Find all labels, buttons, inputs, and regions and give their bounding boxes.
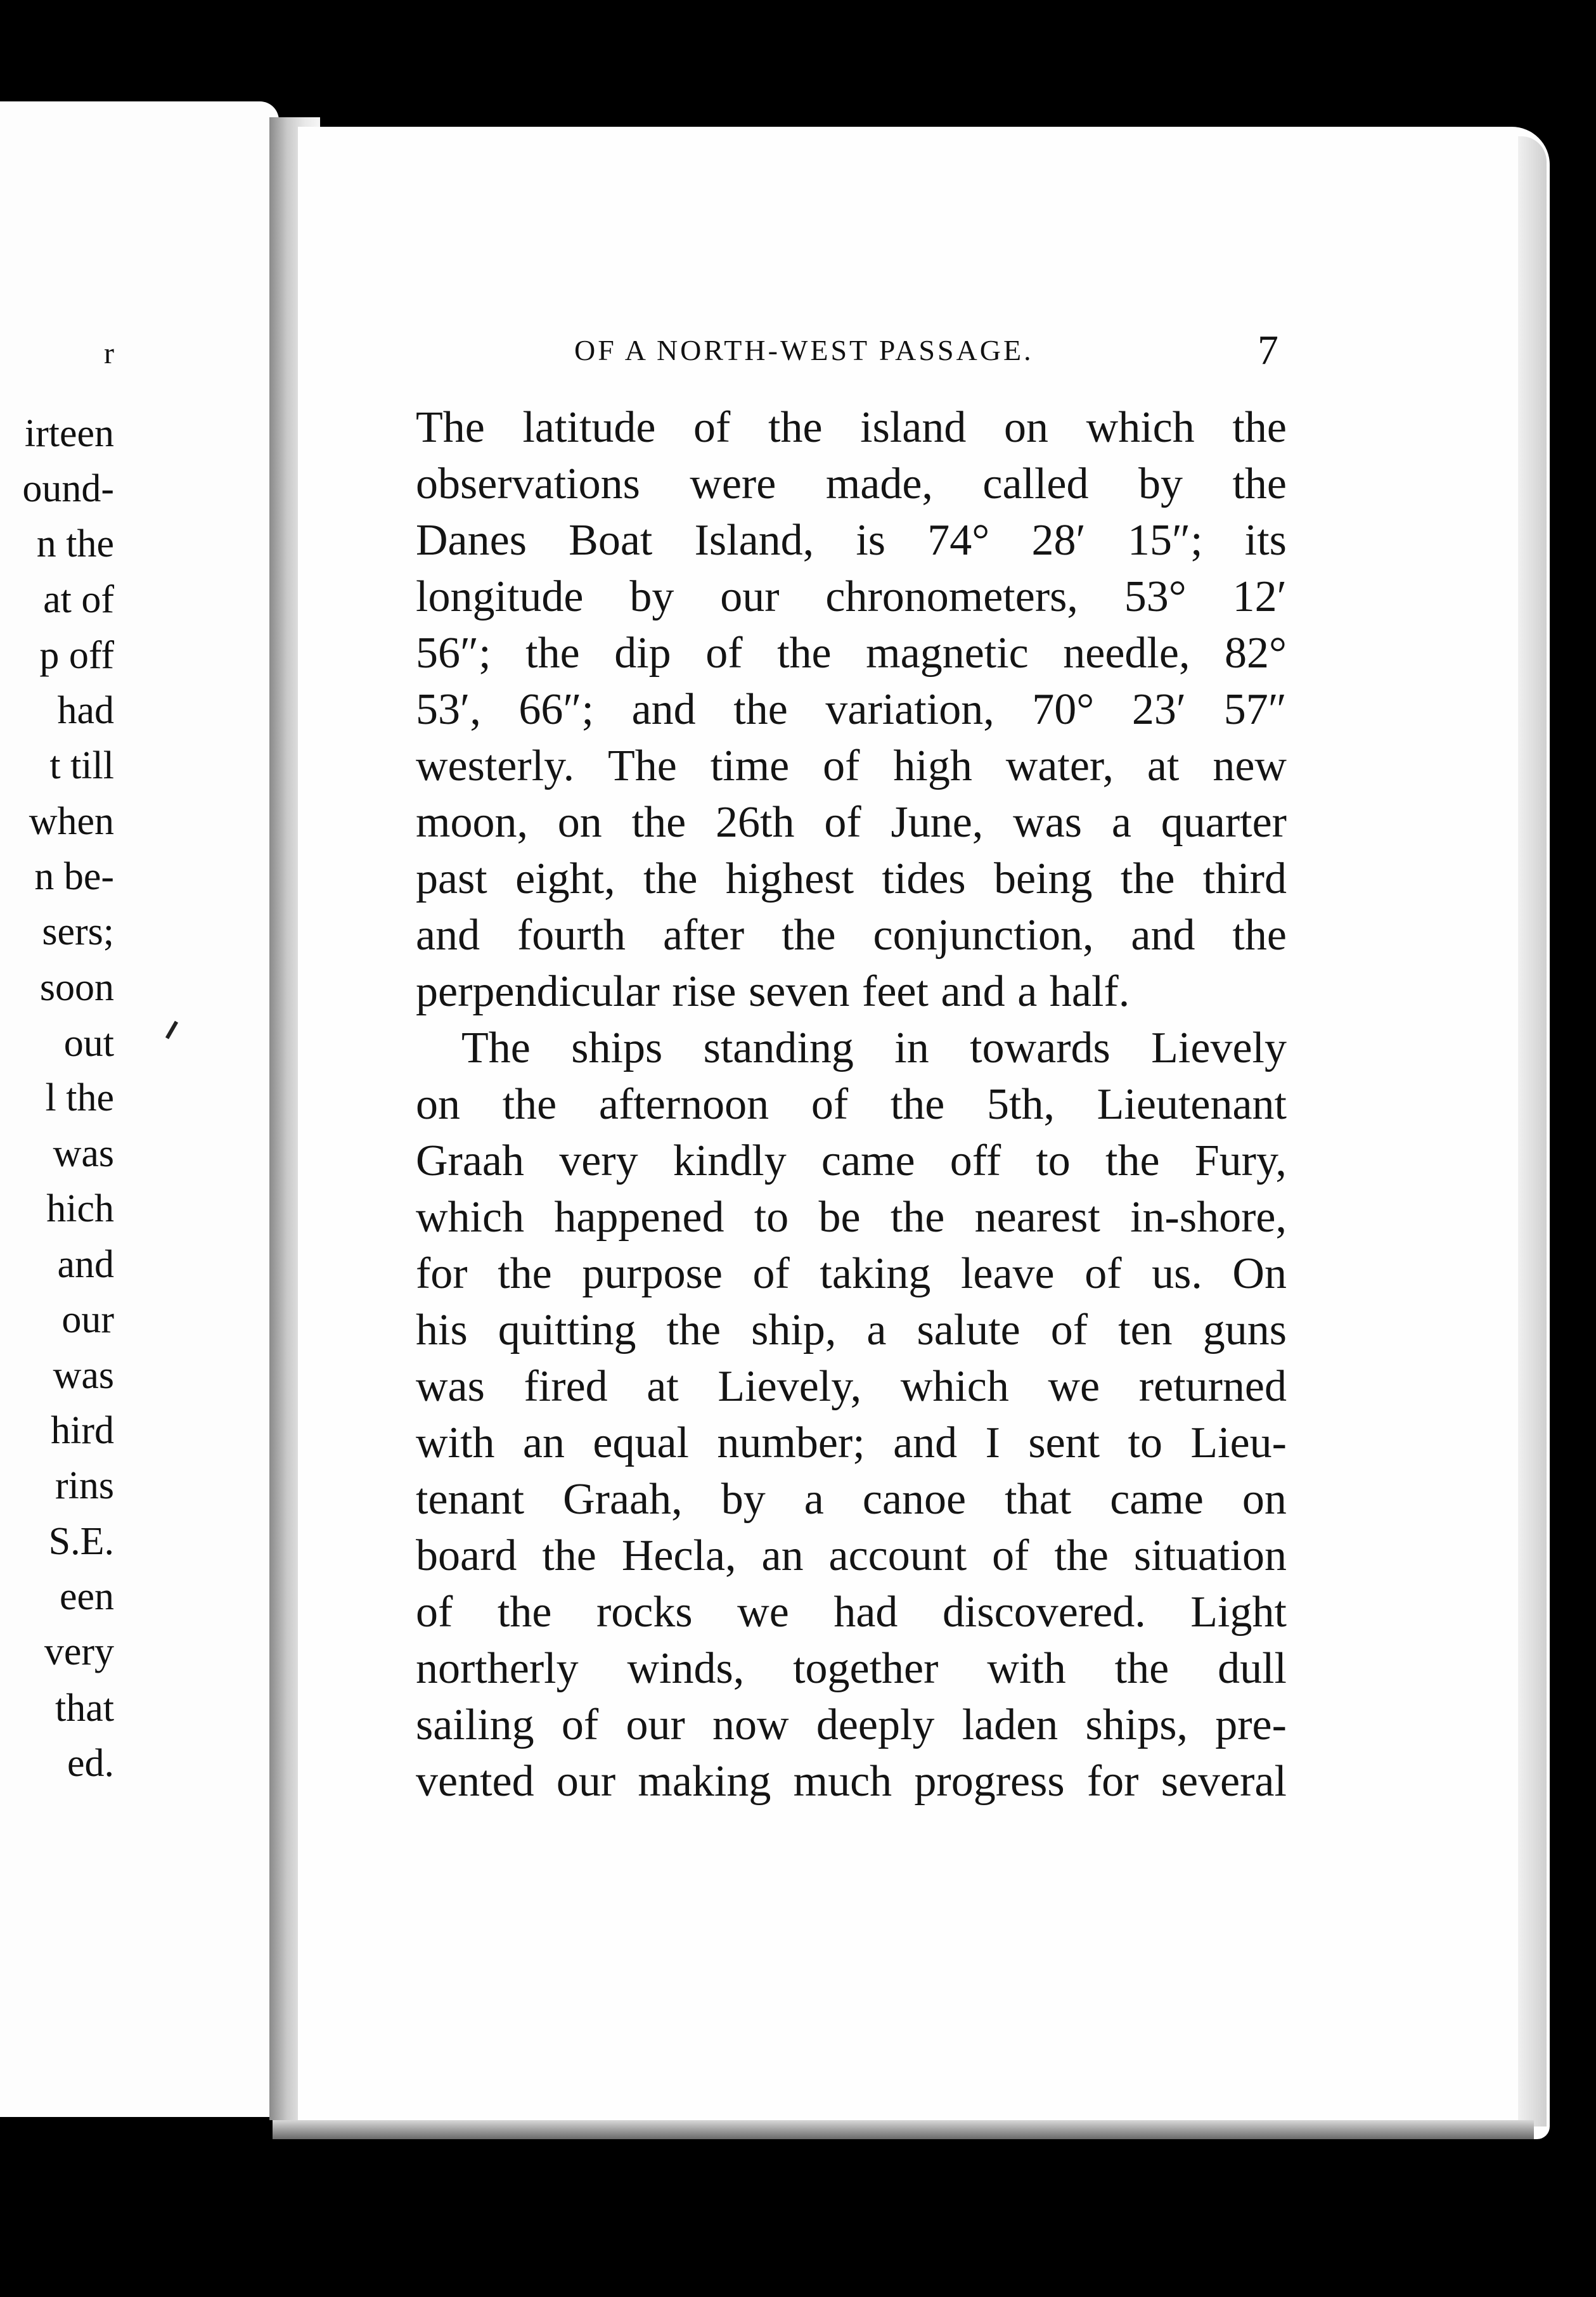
- text-word: the: [733, 685, 788, 734]
- text-word: the: [497, 1588, 552, 1637]
- left-page-line: soon: [39, 966, 114, 1009]
- left-page-line: rins: [55, 1464, 114, 1507]
- text-word: moon,: [416, 798, 528, 847]
- text-word: 53°: [1124, 572, 1187, 621]
- text-word: 23′: [1131, 685, 1187, 734]
- left-page-line: t till: [49, 744, 114, 787]
- text-word: 57″: [1223, 685, 1287, 734]
- text-word: standing: [703, 1024, 854, 1072]
- text-line: [416, 1697, 1287, 1753]
- text-word: and: [1131, 911, 1195, 960]
- text-word: our: [626, 1701, 685, 1749]
- text-word: the: [890, 1193, 945, 1242]
- text-word: rocks: [596, 1588, 693, 1637]
- text-word: of: [416, 1588, 453, 1637]
- text-word: and: [893, 1419, 958, 1467]
- text-word: The: [608, 742, 677, 790]
- text-word: The: [461, 1024, 531, 1072]
- left-page-line: and: [57, 1243, 114, 1286]
- left-page-line: S.E.: [48, 1520, 114, 1563]
- text-word: made,: [825, 460, 933, 508]
- running-head: OF A NORTH-WEST PASSAGE.: [574, 334, 1034, 366]
- text-word: which: [1086, 403, 1195, 452]
- text-word: at: [1147, 742, 1180, 790]
- text-word: magnetic: [866, 629, 1029, 678]
- text-word: happened: [554, 1193, 724, 1242]
- text-word: afternoon: [598, 1080, 769, 1129]
- page-bottom-edge: [273, 2120, 1534, 2139]
- text-word: the: [631, 798, 686, 847]
- text-word: number;: [717, 1419, 865, 1467]
- text-word: Lievely: [1151, 1024, 1287, 1072]
- text-word: Boat: [569, 516, 653, 565]
- text-line: [416, 399, 1287, 456]
- text-word: and: [941, 967, 1005, 1016]
- text-word: our: [556, 1757, 616, 1806]
- text-word: and: [631, 685, 696, 734]
- text-line: [416, 569, 1287, 625]
- text-word: was: [416, 1362, 485, 1411]
- text-word: making: [638, 1757, 771, 1806]
- text-line: [416, 1640, 1287, 1697]
- text-word: the: [1232, 403, 1287, 452]
- text-word: to: [1128, 1419, 1162, 1467]
- text-word: the: [542, 1531, 596, 1580]
- text-word: on: [1242, 1475, 1287, 1524]
- text-word: perpendicular: [416, 967, 660, 1016]
- left-page-line: was: [53, 1132, 114, 1175]
- left-page-line: p off: [39, 634, 114, 677]
- left-page-line: at of: [43, 578, 114, 621]
- text-word: on: [416, 1080, 460, 1129]
- left-page-line: hird: [51, 1409, 114, 1452]
- text-word: a: [866, 1306, 887, 1354]
- text-word: progress: [914, 1757, 1065, 1806]
- text-word: variation,: [825, 685, 994, 734]
- text-word: of: [811, 1080, 849, 1129]
- text-word: being: [994, 854, 1093, 903]
- page-number: 7: [1258, 327, 1278, 373]
- text-line: [416, 1415, 1287, 1471]
- left-page-line: ound-: [22, 467, 114, 510]
- text-word: the: [1120, 854, 1175, 903]
- text-word: quarter: [1161, 798, 1287, 847]
- text-word: came: [1110, 1475, 1204, 1524]
- text-word: 82°: [1224, 629, 1287, 678]
- text-word: the: [768, 403, 823, 452]
- text-word: called: [982, 460, 1089, 508]
- text-word: the: [1105, 1136, 1160, 1185]
- text-word: ten: [1118, 1306, 1173, 1354]
- text-line: [416, 1245, 1287, 1302]
- text-word: third: [1202, 854, 1287, 903]
- text-word: on: [557, 798, 602, 847]
- left-page-text-column: [0, 101, 114, 2117]
- text-word: at: [647, 1362, 679, 1411]
- text-word: the: [777, 629, 832, 678]
- text-word: sent: [1028, 1419, 1100, 1467]
- text-word: which: [900, 1362, 1009, 1411]
- left-page-line: out: [63, 1022, 114, 1065]
- text-word: us.: [1152, 1249, 1202, 1298]
- text-word: and: [416, 911, 480, 960]
- text-word: a: [1111, 798, 1131, 847]
- text-line: [416, 1302, 1287, 1358]
- text-line: [416, 456, 1287, 512]
- text-word: for: [416, 1249, 468, 1298]
- text-line: [416, 851, 1287, 907]
- text-word: salute: [917, 1306, 1020, 1354]
- text-word: seven: [749, 967, 850, 1016]
- text-word: 74°: [927, 516, 990, 565]
- text-word: ships: [571, 1024, 663, 1072]
- text-word: conjunction,: [873, 911, 1094, 960]
- text-word: On: [1232, 1249, 1287, 1298]
- text-word: leave: [960, 1249, 1055, 1298]
- text-word: which: [416, 1193, 525, 1242]
- left-page-line: our: [61, 1298, 114, 1341]
- text-line: [416, 1753, 1287, 1810]
- text-word: to: [1036, 1136, 1071, 1185]
- text-word: taking: [820, 1249, 931, 1298]
- text-word: chronometers,: [825, 572, 1078, 621]
- left-page-line: very: [44, 1630, 114, 1673]
- text-word: northerly: [416, 1644, 579, 1693]
- text-word: 28′: [1031, 516, 1086, 565]
- text-word: to: [754, 1193, 789, 1242]
- text-line: [416, 1471, 1287, 1528]
- text-line: [416, 681, 1287, 738]
- text-word: 15″;: [1127, 516, 1203, 565]
- left-page-line: l the: [45, 1076, 114, 1119]
- text-word: together: [793, 1644, 939, 1693]
- left-page-line: had: [57, 689, 114, 732]
- text-word: now: [712, 1701, 789, 1749]
- text-word: Graah: [416, 1136, 525, 1185]
- text-line: [416, 1076, 1287, 1133]
- text-word: westerly.: [416, 742, 575, 790]
- text-word: on: [1004, 403, 1049, 452]
- left-page-line: irteen: [24, 412, 114, 455]
- text-word: eight,: [515, 854, 615, 903]
- text-word: 56″;: [416, 629, 491, 678]
- text-word: Lieu-: [1190, 1419, 1287, 1467]
- text-word: discovered.: [942, 1588, 1146, 1637]
- text-line: [416, 1133, 1287, 1189]
- text-line: [416, 512, 1287, 569]
- text-line: [416, 625, 1287, 681]
- text-word: the: [525, 629, 580, 678]
- text-word: by: [721, 1475, 766, 1524]
- text-word: past: [416, 854, 487, 903]
- text-word: fired: [524, 1362, 608, 1411]
- text-word: half.: [1049, 967, 1130, 1016]
- page-edge-shadow: [1518, 136, 1547, 2126]
- text-word: needle,: [1063, 629, 1190, 678]
- text-word: June,: [891, 798, 984, 847]
- text-word: the: [1054, 1531, 1109, 1580]
- text-word: that: [1005, 1475, 1072, 1524]
- text-word: the: [782, 911, 836, 960]
- text-word: 70°: [1032, 685, 1095, 734]
- text-word: situation: [1133, 1531, 1287, 1580]
- text-word: returned: [1138, 1362, 1287, 1411]
- text-word: of: [1084, 1249, 1122, 1298]
- text-word: of: [705, 629, 743, 678]
- text-line: [416, 1358, 1287, 1415]
- text-word: in: [894, 1024, 929, 1072]
- text-word: purpose: [582, 1249, 723, 1298]
- text-word: pre-: [1215, 1701, 1287, 1749]
- text-word: were: [690, 460, 776, 508]
- text-word: his: [416, 1306, 468, 1354]
- text-word: towards: [970, 1024, 1110, 1072]
- text-word: 12′: [1232, 572, 1287, 621]
- text-word: Graah,: [563, 1475, 683, 1524]
- text-word: The: [416, 403, 485, 452]
- text-word: the: [890, 1080, 945, 1129]
- text-word: we: [737, 1588, 789, 1637]
- text-word: the: [1232, 460, 1287, 508]
- text-word: its: [1244, 516, 1287, 565]
- text-word: 66″;: [518, 685, 595, 734]
- text-word: the: [666, 1306, 721, 1354]
- left-page-line: ed.: [67, 1742, 114, 1785]
- text-word: Danes: [416, 516, 527, 565]
- text-line: [416, 907, 1287, 963]
- text-word: very: [559, 1136, 638, 1185]
- left-page-line: een: [59, 1575, 114, 1618]
- text-word: canoe: [862, 1475, 967, 1524]
- text-word: highest: [725, 854, 854, 903]
- left-page-line: that: [55, 1687, 114, 1730]
- body-text: [416, 399, 1287, 1810]
- text-word: a: [804, 1475, 824, 1524]
- text-word: an: [522, 1419, 565, 1467]
- text-word: board: [416, 1531, 517, 1580]
- text-word: of: [824, 798, 861, 847]
- text-word: sailing: [416, 1701, 534, 1749]
- text-word: quitting: [498, 1306, 636, 1354]
- text-word: I: [985, 1419, 1000, 1467]
- text-word: is: [856, 516, 886, 565]
- text-word: laden: [962, 1701, 1059, 1749]
- text-word: kindly: [673, 1136, 787, 1185]
- text-line: [416, 1584, 1287, 1640]
- text-word: with: [987, 1644, 1066, 1693]
- text-word: observations: [416, 460, 640, 508]
- text-line: [416, 794, 1287, 851]
- text-word: of: [693, 403, 731, 452]
- left-page-line: hich: [46, 1187, 114, 1230]
- text-word: off: [949, 1136, 1001, 1185]
- left-facing-page: [0, 101, 279, 2117]
- text-word: winds,: [627, 1644, 745, 1693]
- text-word: 26th: [716, 798, 795, 847]
- text-line: [416, 738, 1287, 794]
- text-word: in-shore,: [1130, 1193, 1287, 1242]
- text-word: the: [502, 1080, 557, 1129]
- text-word: our: [720, 572, 780, 621]
- text-word: dull: [1218, 1644, 1287, 1693]
- text-word: Light: [1190, 1588, 1287, 1637]
- text-word: be: [818, 1193, 861, 1242]
- text-word: account: [828, 1531, 967, 1580]
- text-word: deeply: [816, 1701, 935, 1749]
- left-page-line: n the: [36, 522, 114, 565]
- text-word: for: [1086, 1757, 1139, 1806]
- left-page-header-fragment: r: [104, 337, 114, 370]
- text-word: after: [662, 911, 745, 960]
- text-word: ships,: [1085, 1701, 1188, 1749]
- text-word: the: [498, 1249, 552, 1298]
- text-word: tenant: [416, 1475, 525, 1524]
- text-word: new: [1213, 742, 1287, 790]
- text-word: we: [1048, 1362, 1100, 1411]
- text-word: was: [1013, 798, 1082, 847]
- text-line: [416, 1189, 1287, 1245]
- text-word: an: [761, 1531, 804, 1580]
- text-word: by: [1138, 460, 1183, 508]
- text-word: latitude: [522, 403, 656, 452]
- text-word: rise: [672, 967, 737, 1016]
- text-word: 5th,: [987, 1080, 1055, 1129]
- text-word: 53′,: [416, 685, 481, 734]
- text-word: the: [1232, 911, 1287, 960]
- text-word: high: [893, 742, 972, 790]
- pencil-mark: [165, 1021, 178, 1039]
- text-line: [416, 1020, 1287, 1076]
- text-word: by: [629, 572, 674, 621]
- left-page-line: was: [53, 1354, 114, 1397]
- text-word: longitude: [416, 572, 584, 621]
- text-word: equal: [593, 1419, 689, 1467]
- left-page-line: when: [29, 800, 114, 843]
- left-page-line: sers;: [42, 910, 114, 953]
- text-word: feet: [862, 967, 929, 1016]
- text-line: [416, 963, 1287, 1020]
- text-word: fourth: [517, 911, 626, 960]
- text-word: guns: [1202, 1306, 1287, 1354]
- text-word: tides: [882, 854, 966, 903]
- text-word: of: [992, 1531, 1029, 1580]
- text-word: a: [1017, 967, 1038, 1016]
- text-word: Lieutenant: [1097, 1080, 1287, 1129]
- text-word: island: [860, 403, 967, 452]
- text-word: several: [1161, 1757, 1287, 1806]
- left-page-line: n be-: [34, 855, 114, 898]
- text-word: of: [823, 742, 860, 790]
- text-word: Hecla,: [621, 1531, 737, 1580]
- text-word: much: [793, 1757, 892, 1806]
- text-word: with: [416, 1419, 495, 1467]
- text-word: time: [710, 742, 790, 790]
- text-word: Island,: [694, 516, 814, 565]
- text-word: the: [643, 854, 698, 903]
- text-word: vented: [416, 1757, 534, 1806]
- text-word: of: [752, 1249, 790, 1298]
- text-word: dip: [614, 629, 671, 678]
- text-word: Lievely,: [718, 1362, 862, 1411]
- text-word: of: [561, 1701, 599, 1749]
- text-word: water,: [1005, 742, 1114, 790]
- text-word: nearest: [974, 1193, 1100, 1242]
- text-word: came: [821, 1136, 915, 1185]
- text-line: [416, 1528, 1287, 1584]
- text-word: Fury,: [1194, 1136, 1287, 1185]
- text-word: ship,: [751, 1306, 837, 1354]
- text-word: of: [1050, 1306, 1088, 1354]
- text-word: had: [833, 1588, 898, 1637]
- text-word: the: [1114, 1644, 1169, 1693]
